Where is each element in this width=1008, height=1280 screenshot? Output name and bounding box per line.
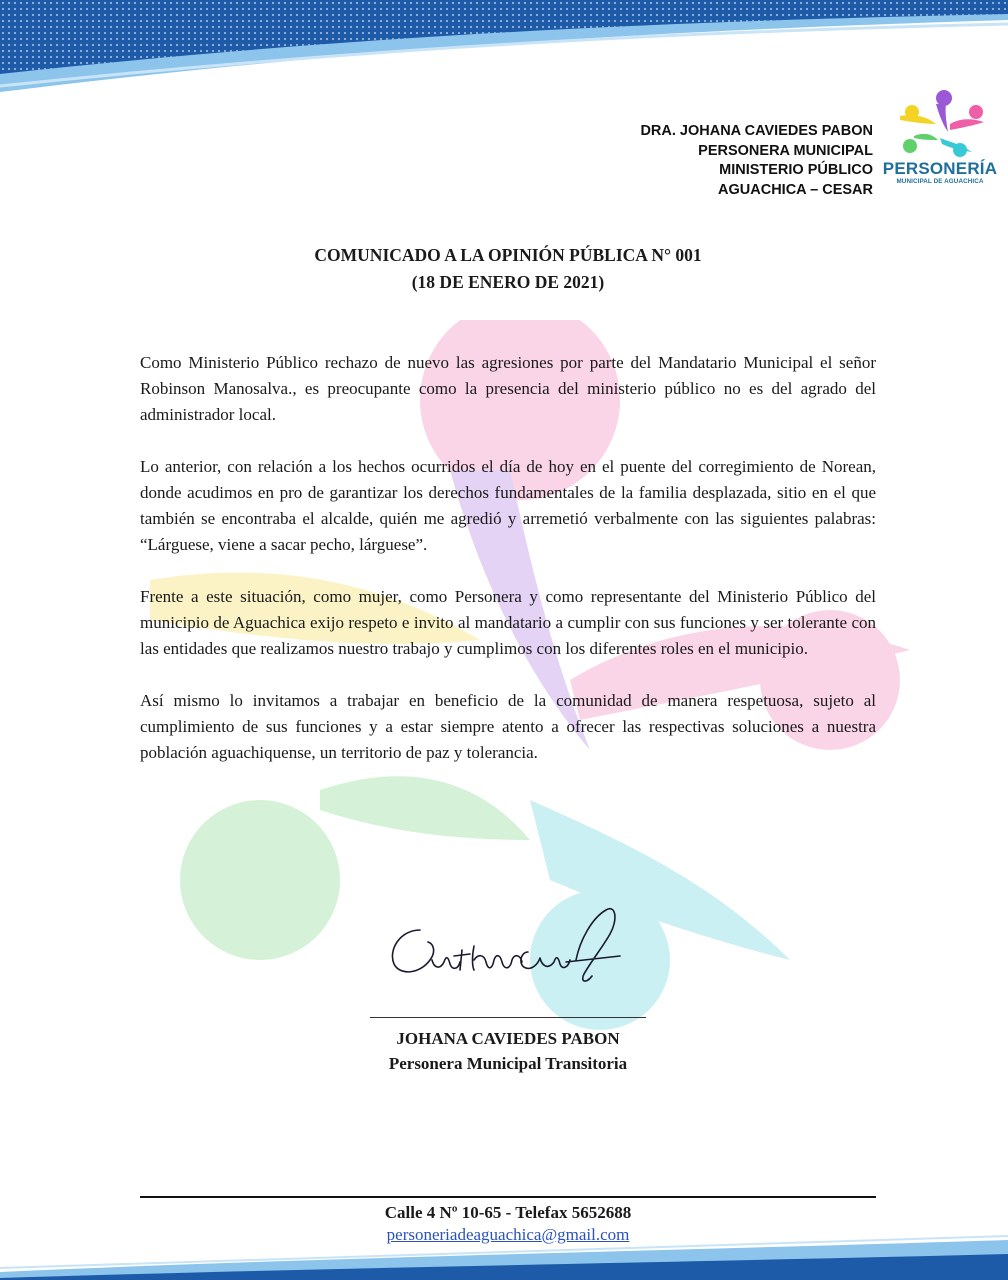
email-link[interactable]: personeriadeaguachica@gmail.com xyxy=(386,1225,630,1244)
letterhead-block xyxy=(640,122,873,200)
signatory-role: Personera Municipal Transitoria xyxy=(388,1054,628,1073)
footer-divider xyxy=(140,1196,876,1198)
letterhead-line: PERSONERA MUNICIPAL xyxy=(698,142,873,159)
letterhead-line: AGUACHICA – CESAR xyxy=(718,181,873,198)
letterhead-line: DRA. JOHANA CAVIEDES PABON xyxy=(640,123,873,139)
footer-wave-decoration xyxy=(0,1210,1008,1280)
personeria-figures-icon xyxy=(880,88,1000,160)
logo-word: PERSONERÍA xyxy=(882,159,998,178)
handwritten-signature xyxy=(370,890,650,1010)
document-title: COMUNICADO A LA OPINIÓN PÚBLICA N° 001 xyxy=(314,245,702,265)
signatory-name: JOHANA CAVIEDES PABON xyxy=(396,1029,620,1048)
signature-line xyxy=(370,1017,646,1018)
document-body xyxy=(140,350,876,792)
footer-address: Calle 4 Nº 10-65 - Telefax 5652688 xyxy=(384,1203,632,1222)
document-date: (18 DE ENERO DE 2021) xyxy=(411,272,605,292)
body-paragraph: Lo anterior, con relación a los hechos ocurridos el día de hoy en el puente del corregimiento de Norean, donde acudimos en pro de garantizar los derechos fundamentales de la familia desplazada, sitio en el que también se encontraba el alcalde, quién me agredió y arremetió verbalmente con las siguientes palabras: “Lárguese, viene a sacar pecho, lárguese”. xyxy=(140,457,876,554)
body-paragraph: Como Ministerio Público rechazo de nuevo las agresiones por parte del Mandatario Municipal el señor Robinson Manosalva., es preocupante como la presencia del ministerio público no es del agrado del administrador local. xyxy=(140,353,876,424)
logo-subtitle: MUNICIPAL DE AGUACHICA xyxy=(896,178,984,185)
body-paragraph: Frente a este situación, como mujer, como Personera y como representante del Ministerio Público del municipio de Aguachica exijo respeto e invito al mandatario a cumplir con sus funciones y ser tolerante con las entidades que realizamos nuestro trabajo y cumplimos con los diferentes roles en el municipio. xyxy=(140,587,876,658)
body-paragraph: Así mismo lo invitamos a trabajar en beneficio de la comunidad de manera respetuosa, sujeto al cumplimiento de sus funciones y a estar siempre atento a ofrecer las respectivas soluciones a nuestra población aguachiquense, un territorio de paz y tolerancia. xyxy=(140,691,876,762)
personeria-logo xyxy=(880,88,1000,200)
header-wave-decoration xyxy=(0,0,1008,110)
letterhead-line: MINISTERIO PÚBLICO xyxy=(719,162,873,178)
